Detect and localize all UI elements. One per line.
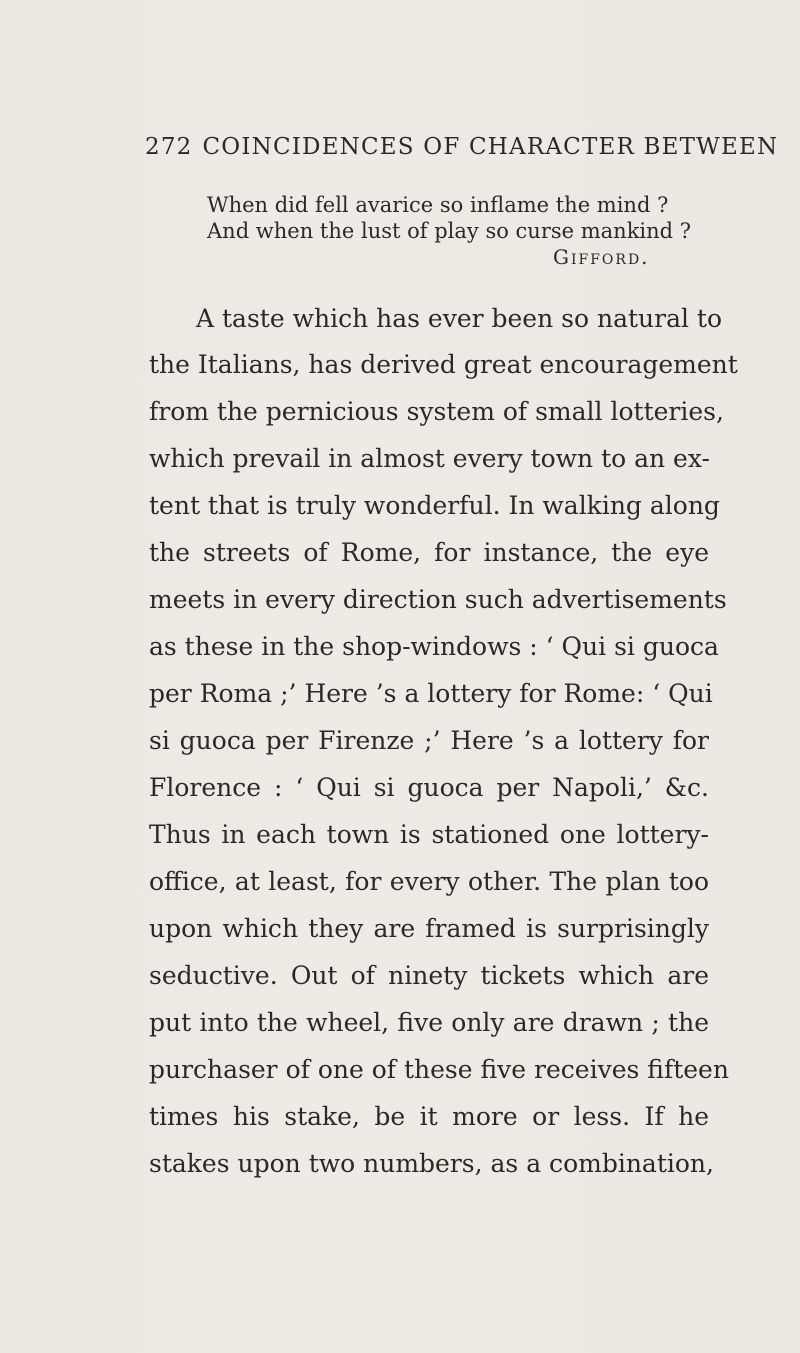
text-line: upon which they are framed is surprisingly (149, 914, 709, 943)
text-line: which prevail in almost every town to an ex- (149, 444, 710, 473)
text-line: office, at least, for every other. The plan too (149, 867, 709, 896)
verse-line: And when the lust of play so curse mankind ? (207, 219, 692, 243)
text-line: the streets of Rome, for instance, the eye (149, 538, 709, 567)
text-line: si guoca per Firenze ;’ Here ’s a lottery for (149, 726, 709, 755)
running-header (145, 134, 778, 160)
text-line: Thus in each town is stationed one lottery- (149, 820, 709, 849)
text-line: per Roma ;’ Here ’s a lottery for Rome: ‘ Qui (149, 679, 713, 708)
running-title: COINCIDENCES OF CHARACTER BETWEEN (202, 134, 779, 160)
text-line: Florence : ‘ Qui si guoca per Napoli,’ &c. (149, 773, 709, 802)
verse-attribution: Gifford. (553, 245, 650, 269)
text-line: tent that is truly wonderful. In walking along (149, 491, 720, 520)
verse-line: When did fell avarice so inflame the mind ? (207, 193, 669, 217)
text-line: the Italians, has derived great encouragement (149, 350, 738, 379)
text-line: purchaser of one of these five receives fifteen (149, 1055, 729, 1084)
text-line: A taste which has ever been so natural to (196, 304, 723, 333)
text-line: seductive. Out of ninety tickets which are (149, 961, 709, 990)
text-line: times his stake, be it more or less. If he (149, 1102, 709, 1131)
text-line: meets in every direction such advertisements (149, 585, 727, 614)
page-number: 272 (145, 134, 193, 160)
text-line: from the pernicious system of small lotteries, (149, 397, 724, 426)
text-line: stakes upon two numbers, as a combination, (149, 1149, 714, 1178)
text-line: as these in the shop-windows : ‘ Qui si guoca (149, 632, 719, 661)
text-line: put into the wheel, five only are drawn ; the (149, 1008, 709, 1037)
